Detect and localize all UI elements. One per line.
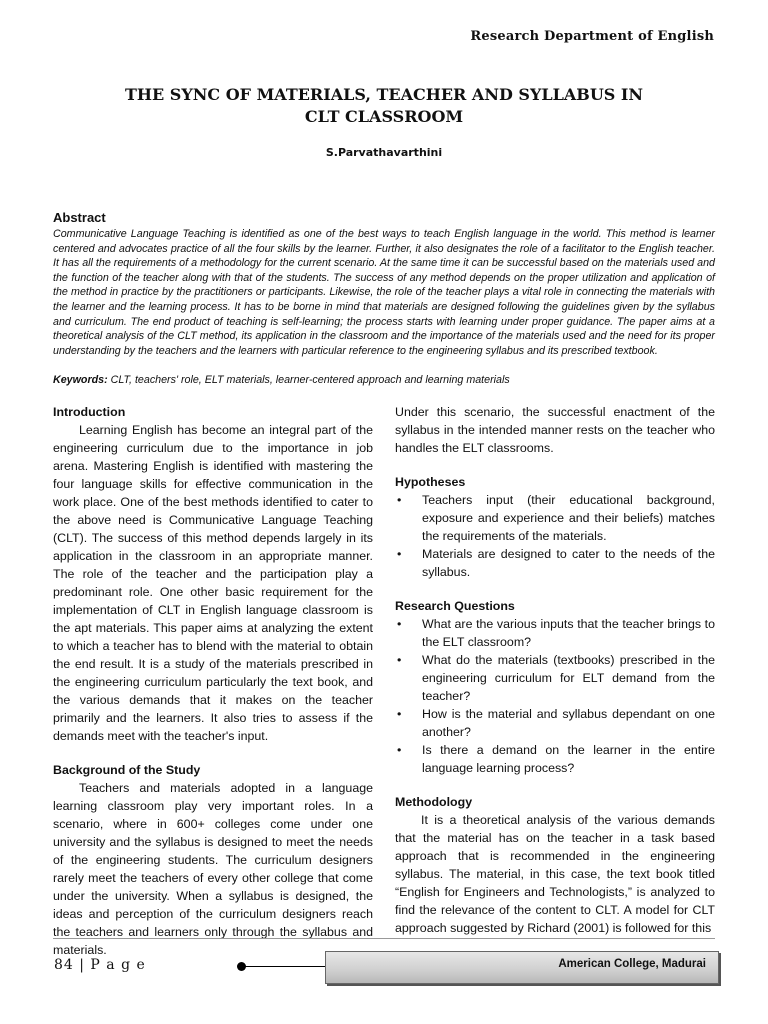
research-questions-list — [395, 615, 715, 777]
footer-connector — [244, 966, 328, 967]
bullet-icon: • — [397, 493, 402, 507]
right-column — [395, 403, 715, 937]
keywords — [53, 374, 715, 386]
list-item: • What do the materials (textbooks) prescribed in the engineering curriculum for ELT demand from the teacher? — [397, 653, 715, 703]
list-item: • What are the various inputs that the teacher brings to the ELT classroom? — [397, 617, 715, 649]
bullet-icon: • — [397, 547, 402, 561]
methodology-text: It is a theoretical analysis of the various demands that the material has on the teacher in a task based approach that is recommended in the engineering syllabus. The material, in this case, the text book titled “English for Engineers and Technologists,” is analyzed to find the relevance of the content to CLT. A model for CLT approach suggested by Richard (2001) is followed for this — [395, 813, 715, 935]
keywords-label: Keywords: — [53, 374, 108, 386]
list-item: • Is there a demand on the learner in the entire language learning process? — [397, 743, 715, 775]
title-line-2: CLT CLASSROOM — [304, 107, 464, 126]
methodology-heading: Methodology — [395, 795, 473, 809]
footer-institution: American College, Madurai — [558, 958, 706, 970]
background-heading: Background of the Study — [53, 763, 201, 777]
hypotheses-list — [395, 491, 715, 581]
paper-title — [0, 84, 768, 128]
author-name: S.Parvathavarthini — [325, 146, 443, 159]
left-column — [53, 403, 373, 959]
hypotheses-heading: Hypotheses — [395, 475, 466, 489]
list-item: • How is the material and syllabus dependant on one another? — [397, 707, 715, 739]
introduction-heading: Introduction — [53, 405, 126, 419]
bullet-icon: • — [397, 707, 402, 721]
footer-divider — [53, 938, 715, 939]
title-line-1: THE SYNC OF MATERIALS, TEACHER AND SYLLABUS IN — [125, 85, 643, 104]
list-item: • Teachers input (their educational background, exposure and experience and their beliefs) matches the requirements of the materials. — [397, 493, 715, 543]
bullet-icon: • — [397, 617, 402, 631]
research-questions-heading: Research Questions — [395, 599, 515, 613]
continuation-text: Under this scenario, the successful enactment of the syllabus in the intended manner rests on the teacher who handles the ELT classrooms. — [395, 405, 715, 455]
running-header: Research Department of English — [470, 29, 714, 44]
page-number: 84 | P a g e — [54, 957, 146, 973]
list-item: • Materials are designed to cater to the needs of the syllabus. — [397, 547, 715, 579]
introduction-text: Learning English has become an integral part of the engineering curriculum due to the importance in job arena. Mastering English is identified with mastering the four language skills for effective communication in the work place. One of the best methods identified to cater to the above need is Communicative Language Teaching (CLT). The success of this method depends largely in its application in the classroom in an appropriate manner. The role of the teacher and the participation play a predominant role. One other basic requirement for the implementation of CLT in English language classroom is the apt materials. This paper aims at analyzing the extent to which a teacher has to blend with the material to obtain the end result. It is a study of the materials prescribed in the engineering curriculum particularly the text book, and the various demands that it makes on the teacher primarily and the learners. It also tries to assess if the demands meet with the teacher's input. — [53, 423, 373, 743]
bullet-icon: • — [397, 743, 402, 757]
background-text: Teachers and materials adopted in a language learning classroom play very important roles. In a scenario, where in 600+ colleges come under one university and the syllabus is designed to meet the needs of the engineering students. The curriculum designers rarely meet the teachers of every other college that come under the university. When a syllabus is designed, the ideas and perception of the curriculum designers reach the teachers and learners only through the syllabus and materials. — [53, 781, 373, 957]
bullet-icon: • — [397, 653, 402, 667]
abstract-heading: Abstract — [53, 210, 106, 225]
abstract-text: Communicative Language Teaching is identified as one of the best ways to teach English language in the world. This method is learner centered and advocates practice of all the four skills by the learner. Further, it also designates the role of a facilitator to the English teacher. It has all the requirements of a methodology for the current scenario. At the same time it can be successful based on the materials used and the function of the teacher along with that of the students. The success of any method depends on the proper utilization and application of the method in practice by the practitioners or participants. Likewise, the role of the teacher plays a vital role in connecting the materials with the learner and the learning process. It has to be borne in mind that materials are designed following the guidelines given by the syllabus and curriculum. The end product of teaching is self-learning; the process starts with learning under proper guidance. The paper aims at a theoretical analysis of the CLT method, its application in the classroom and the importance of the materials used and the need for its proper understanding by the teachers and the learners with particular reference to the engineering syllabus and its prescribed textbook. — [53, 228, 715, 357]
keywords-text: CLT, teachers' role, ELT materials, learner-centered approach and learning materials — [107, 374, 510, 386]
